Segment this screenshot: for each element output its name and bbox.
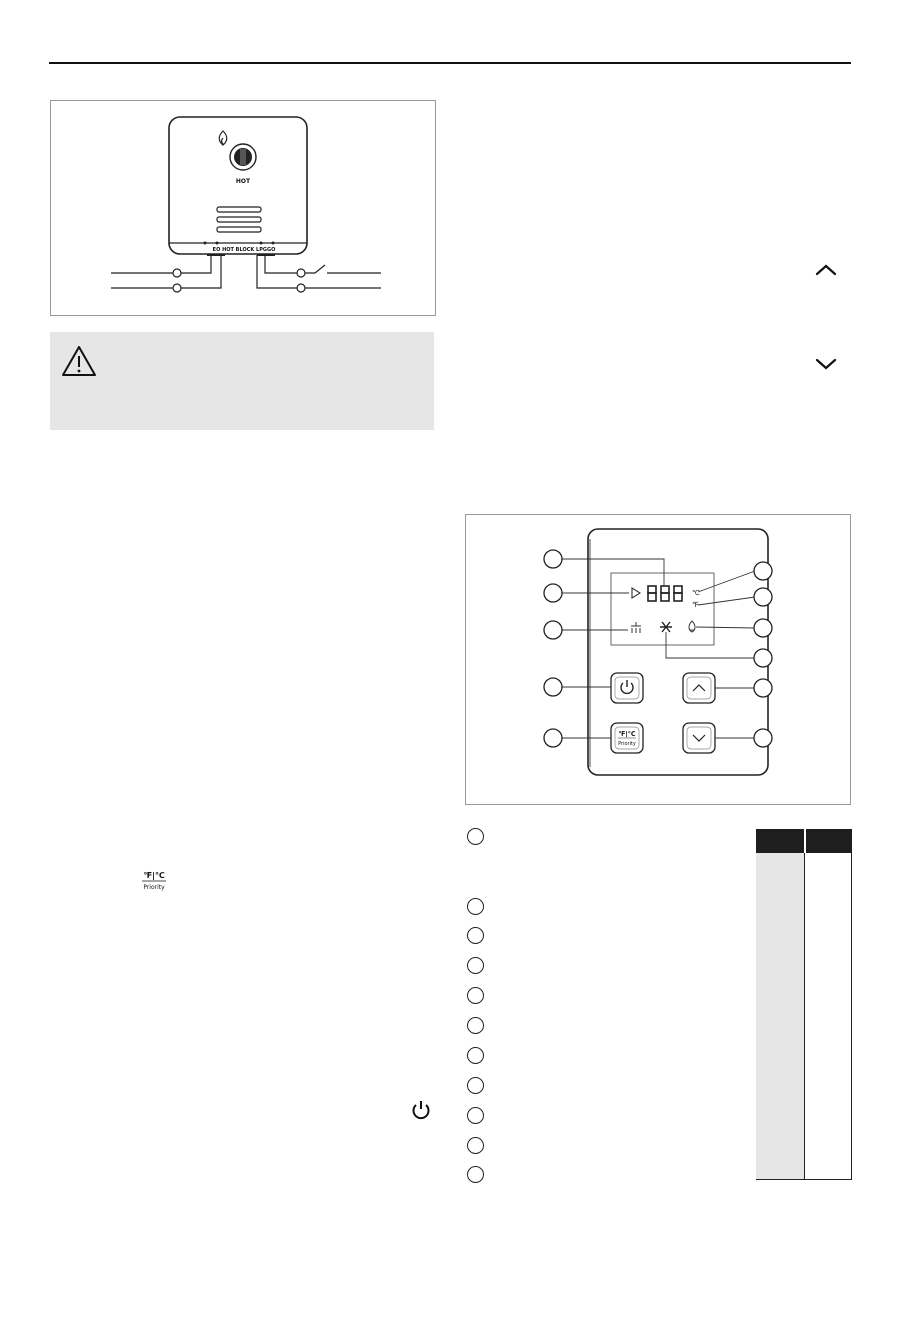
heater-wiring-figure (50, 100, 436, 316)
header-rule (49, 62, 851, 64)
priority-button[interactable] (611, 723, 643, 753)
list-number-circle (467, 927, 484, 944)
list-number-circle (467, 1017, 484, 1034)
list-number-circle (467, 828, 484, 845)
warning-box (50, 332, 434, 430)
priority-key-icon (137, 868, 171, 892)
table-header-cell (806, 829, 852, 853)
list-number-circle (467, 898, 484, 915)
right-wiring (257, 255, 381, 292)
table-bottom-border (756, 1179, 852, 1180)
list-number-circle (467, 1077, 484, 1094)
table-right-border (851, 853, 852, 1179)
hot-label: HOT (235, 178, 251, 185)
up-arrow-icon (814, 263, 838, 277)
table-column-divider (804, 853, 805, 1179)
list-number-circle (467, 1166, 484, 1183)
power-button[interactable] (611, 673, 643, 703)
unit-fahrenheit: ℉ (692, 601, 699, 609)
table-header-cell (756, 829, 804, 853)
control-panel-diagram (466, 515, 850, 804)
up-button[interactable] (683, 673, 715, 703)
list-number-circle (467, 1137, 484, 1154)
vent-slots (217, 207, 261, 232)
left-wiring (111, 255, 225, 292)
heater-wiring-diagram (51, 101, 435, 315)
priority-label: Priority (618, 741, 636, 747)
temperature-knob-icon (230, 144, 256, 170)
list-number-circle (467, 987, 484, 1004)
list-number-circle (467, 1047, 484, 1064)
down-button[interactable] (683, 723, 715, 753)
indicator-table (756, 829, 852, 1181)
heater-body (169, 117, 307, 254)
priority-units-label: ℉|℃ (143, 871, 165, 880)
power-icon (410, 1098, 432, 1120)
unit-celsius: ℃ (692, 589, 700, 597)
control-panel-figure (465, 514, 851, 805)
down-arrow-icon (814, 357, 838, 371)
priority-label: Priority (143, 884, 165, 891)
warning-triangle-icon (60, 344, 98, 378)
display-window (611, 573, 714, 645)
list-number-circle (467, 957, 484, 974)
table-column-shaded (756, 853, 804, 1179)
terminal-labels: EO HOT BLOCK LPGGO (212, 247, 276, 253)
list-number-circle (467, 1107, 484, 1124)
priority-units-label: ℉|℃ (618, 730, 636, 738)
